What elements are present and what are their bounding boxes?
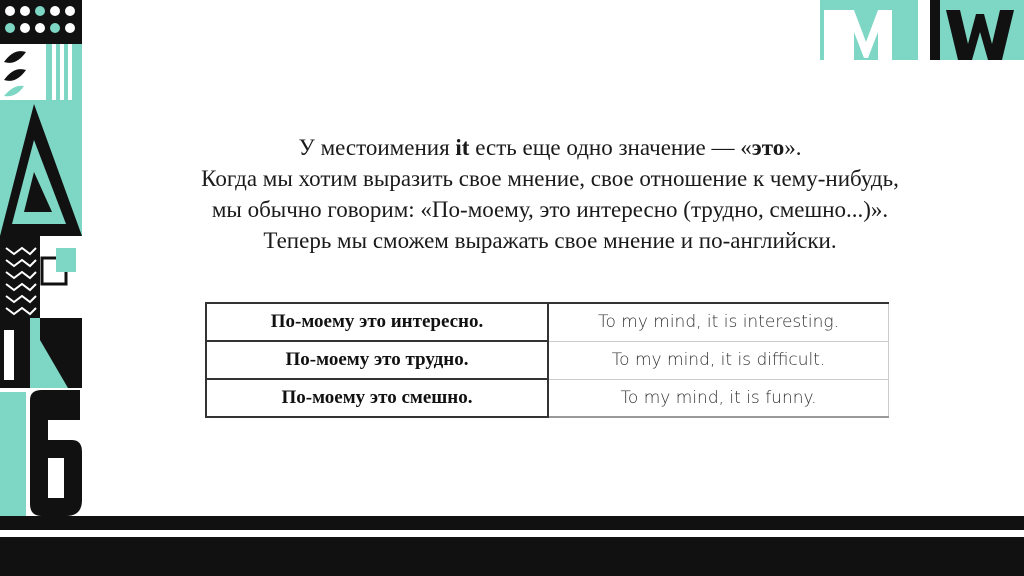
english-phrase: To my mind, it is difficult. bbox=[548, 341, 889, 379]
table-row bbox=[206, 303, 889, 341]
russian-phrase: По-моему это интересно. bbox=[206, 303, 548, 341]
intro-line-3: мы обычно говорим: «По-моему, это интересно (трудно, смешно...)». bbox=[211, 197, 889, 222]
keyword-eto: это bbox=[751, 135, 785, 160]
russian-phrase: По-моему это трудно. bbox=[206, 341, 548, 379]
top-right-decoration bbox=[820, 0, 1024, 60]
english-phrase: To my mind, it is funny. bbox=[548, 379, 889, 417]
russian-phrase: По-моему это смешно. bbox=[206, 379, 548, 417]
keyword-it: it bbox=[455, 135, 470, 160]
letters-pattern-icon bbox=[820, 0, 1024, 60]
intro-line-2: Когда мы хотим выразить свое мнение, свое отношение к чему-нибудь, bbox=[201, 166, 899, 191]
phrase-table bbox=[205, 302, 889, 418]
english-phrase: To my mind, it is interesting. bbox=[548, 303, 889, 341]
bottom-bar-gap bbox=[0, 530, 1024, 537]
table-row bbox=[206, 379, 889, 417]
geometric-pattern-icon bbox=[0, 0, 82, 516]
intro-line-4: Теперь мы сможем выражать свое мнение и по-английски. bbox=[263, 228, 837, 253]
bottom-bar-thick bbox=[0, 537, 1024, 576]
bottom-bar-thin bbox=[0, 516, 1024, 530]
intro-text bbox=[90, 132, 1010, 256]
intro-line-1: У местоимения it есть еще одно значение — «это». bbox=[298, 135, 802, 160]
left-decoration bbox=[0, 0, 82, 516]
table-row bbox=[206, 341, 889, 379]
